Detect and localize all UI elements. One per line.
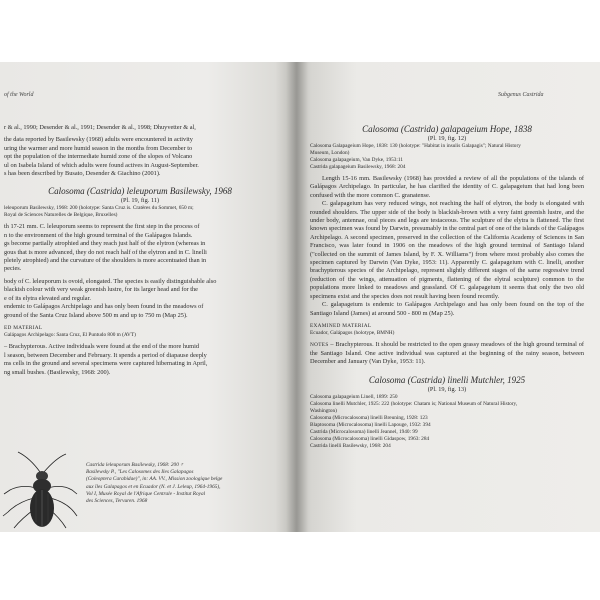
beetle-illustration (0, 450, 78, 530)
text-line: ul on Isabela Island of which adults were found actives in August-September. (4, 161, 199, 169)
caption-line: des Sciences, Tervuren. 1968 (86, 498, 148, 505)
notes-text: – Brachypterous. It should be restricted to the open grassy meadows of the high ground terminal of the Santiago Island. One active individual was captured at the beginning of the rainy season, between December and January (Van Dyke, 1953: 11). (310, 341, 584, 366)
synonymy-line: Calosoma Galapageium Hope, 1838: 130 (holotype: "Habitat in insulis Galapagis"; Natural History (310, 143, 521, 149)
synonymy-line: Calosoma linelli Mutchler, 1925: 222 (holotype: Chatam is; National Museum of Natural History, (310, 400, 518, 407)
synonymy-line: Calosoma (Microcalosoma) linelli Breuning, 1928: 123 (310, 414, 428, 421)
right-running-head: Subgenus Castrida (498, 92, 544, 98)
species-title: Calosoma (Castrida) linelli Mutchler, 1925 (368, 374, 526, 385)
text-line: blackish colour with very weak greenish lustre, for its larger head and for the (4, 286, 198, 294)
text-line: gs become partially atrophied and they reach just half of the elytron (whereas in (4, 240, 206, 248)
notes-paragraph (310, 341, 584, 366)
examined-material-label: EXAMINED MATERIAL (310, 322, 372, 329)
text-line: ng small bushes. (Basilewsky, 1968: 200). (4, 368, 111, 376)
species-plate-ref: (Pl. 19, fig. 12) (427, 135, 467, 142)
text-line: pecies. (4, 265, 22, 273)
left-running-head: of the World (4, 92, 34, 98)
synonymy-line: Castrida galapageium Basilewsky, 1968: 204 (310, 164, 406, 170)
text-line: uring the warmer and more humid season in the months from December to (4, 144, 193, 152)
synonymy-line: Royal de Sciences Naturelles de Belgique, Bruxelles) (4, 212, 118, 219)
text-line: ground of the Santa Cruz Island above 500 m and up to 750 m (Map 25). (4, 311, 188, 319)
caption-line: aux îles Galapagos et en Ecuador (N. et J. Leleup, 1964-1965), (86, 483, 221, 490)
length-paragraph: Length 15-16 mm. Basilewsky (1968) has provided a review of all the populations of the islands of Galápagos Archipelago. In particular, he has clarified the identity of C. galapageium that had long been confused with the more common C. granatense. (310, 175, 584, 199)
text-line: gous that is more advanced, they do not reach half of the elytron and in C. linelli (4, 248, 207, 256)
notes-label: NOTES (310, 342, 329, 349)
text-line: the data reported by Basilewsky (1968) adults were encountered in activity (4, 136, 193, 144)
text-line: ms cells in the ground and several specimens were captured hibernating in April, (4, 360, 208, 368)
synonymy-line: Castrida (Microcalosoma) linelli Jeannel, 1940: 99 (310, 428, 418, 435)
text-line: l season, between December and February. It spends a period of diapause deeply (4, 351, 207, 359)
synonymy-line: Calosoma (Microcalosoma) linelli Gidaspow, 1963: 284 (310, 435, 430, 442)
text-line: e of its elytra elevated and regular. (4, 294, 91, 302)
text-line: – Brachypterous. Active individuals were found at the end of the more humid (4, 343, 199, 351)
synonymy-line: Washington) (310, 407, 337, 414)
text-line: th 17-21 mm. C. leleuporum seems to represent the first step in the process of (4, 223, 200, 231)
text-line: endemic to Galápagos Archipelago and has only been found in the meadows of (4, 303, 204, 311)
right-page (296, 62, 600, 532)
synonymy-line: Calosoma galapageium Linell, 1899: 250 (310, 393, 398, 400)
examined-material-text: Galápagos Archipelago: Santa Cruz, El Puntudo 800 m (AVT) (4, 332, 136, 339)
species-title: Calosoma (Castrida) galapageium Hope, 1838 (362, 124, 532, 134)
synonymy-line: leleuporum Basilewsky, 1968: 200 (holotype: Santa Cruz is. Cratères du Sommet, 650 m; (4, 205, 194, 212)
text-line: n to the environment of the high ground terminal of the Galápagos Islands. (4, 231, 193, 239)
book-spread (0, 62, 600, 532)
caption-line: Basilewsky P., "Les Calosomes des Iles Galapagos (86, 469, 194, 476)
book-gutter (286, 62, 308, 532)
text-line: s has been described by Busato, Desender & Giachino (2001). (4, 170, 161, 178)
examined-material-label: ED MATERIAL (4, 324, 43, 331)
left-page (0, 62, 296, 532)
description-paragraph: C. galapageium has very reduced wings, not reaching the half of elytron, the body is elongated with rounded shoulders. The upper side of the body is blackish-brown with a very faint greenish lustre, and the under body, antennae, oral pieces and legs are testaceous. The sculpture of the elytra is flattened. The first known specimen was found by Darwin, presumably in the central part of one of the islands of the Galápagos Archipelago. A second specimen, preserved in the collection of the California Academy of Sciences in San Francisco, was later found in 1906 on the meadows of the high ground terminal of Santiago Island ("collected on the summit of James Island, by F. X. Williams") from where most probably also comes the specimen captured by Darwin (Van Dyke, 1953: 11). Apparently C. galapageium with C. linelli, another brachypterous species of the Archipelago, represent slightly different stages of the same regressive trend (reduction of the wings, attenuation of pigments, flattening of the elytral sculpture) common to the populations more linked to meadows and grassland. Of C. galapageium it seems that only the two old specimens exist and the species does not result having been found recently. (310, 200, 584, 300)
distribution-paragraph: C. galapageium is endemic to Galápagos Archipelago and has only been found on the top of the Santiago Island (James) at around 500 - 800 m (Map 25). (310, 301, 584, 317)
examined-material-text: Ecuador, Galápagos (holotype, BMNH) (310, 330, 395, 337)
caption-line: Vol I, Musée Royal de l'Afrique Centrale - Institut Royal (86, 490, 206, 497)
species-plate-ref: (Pl. 19, fig. 13) (427, 385, 467, 393)
figure-caption (86, 462, 246, 505)
synonymy-line: Calosoma galapageium, Van Dyke, 1953:11 (310, 157, 403, 163)
left-text-column (4, 124, 276, 377)
caption-line: (Coleoptera Carabidae)", in: AA. VV., Mission zoologique belge (86, 476, 223, 483)
intro-paragraph (4, 124, 276, 178)
synonymy-line: Blaptosoma (Microcalosoma) linelli Lapouge, 1932: 394 (310, 421, 431, 428)
synonymy-line: Museum, London) (310, 150, 350, 156)
right-text-column (310, 124, 584, 450)
beetle-icon (0, 450, 78, 530)
text-line: body of C. leleuporum is ovoid, elongated. The species is easily distinguishable also (4, 277, 217, 285)
synonymy-line: Castrida linelli Basilewsky, 1968: 204 (310, 442, 391, 449)
text-line: opt the population of the intermediate humid zone of the slopes of Volcano (4, 153, 193, 161)
species-plate-ref: (Pl. 19, fig. 11) (120, 197, 160, 205)
caption-line: Castrida leleuporum Basilewsky, 1968: 200 ♂ (86, 462, 185, 468)
species-title: Calosoma (Castrida) leleuporum Basilewsky, 1968 (48, 186, 232, 197)
text-line: pletely atrophied) and the curvature of the shoulders is more accentuated than in (4, 257, 207, 265)
text-line: r & al., 1990; Desender & al., 1991; Desender & al., 1998; Dhuyvetter & al, (4, 124, 196, 131)
